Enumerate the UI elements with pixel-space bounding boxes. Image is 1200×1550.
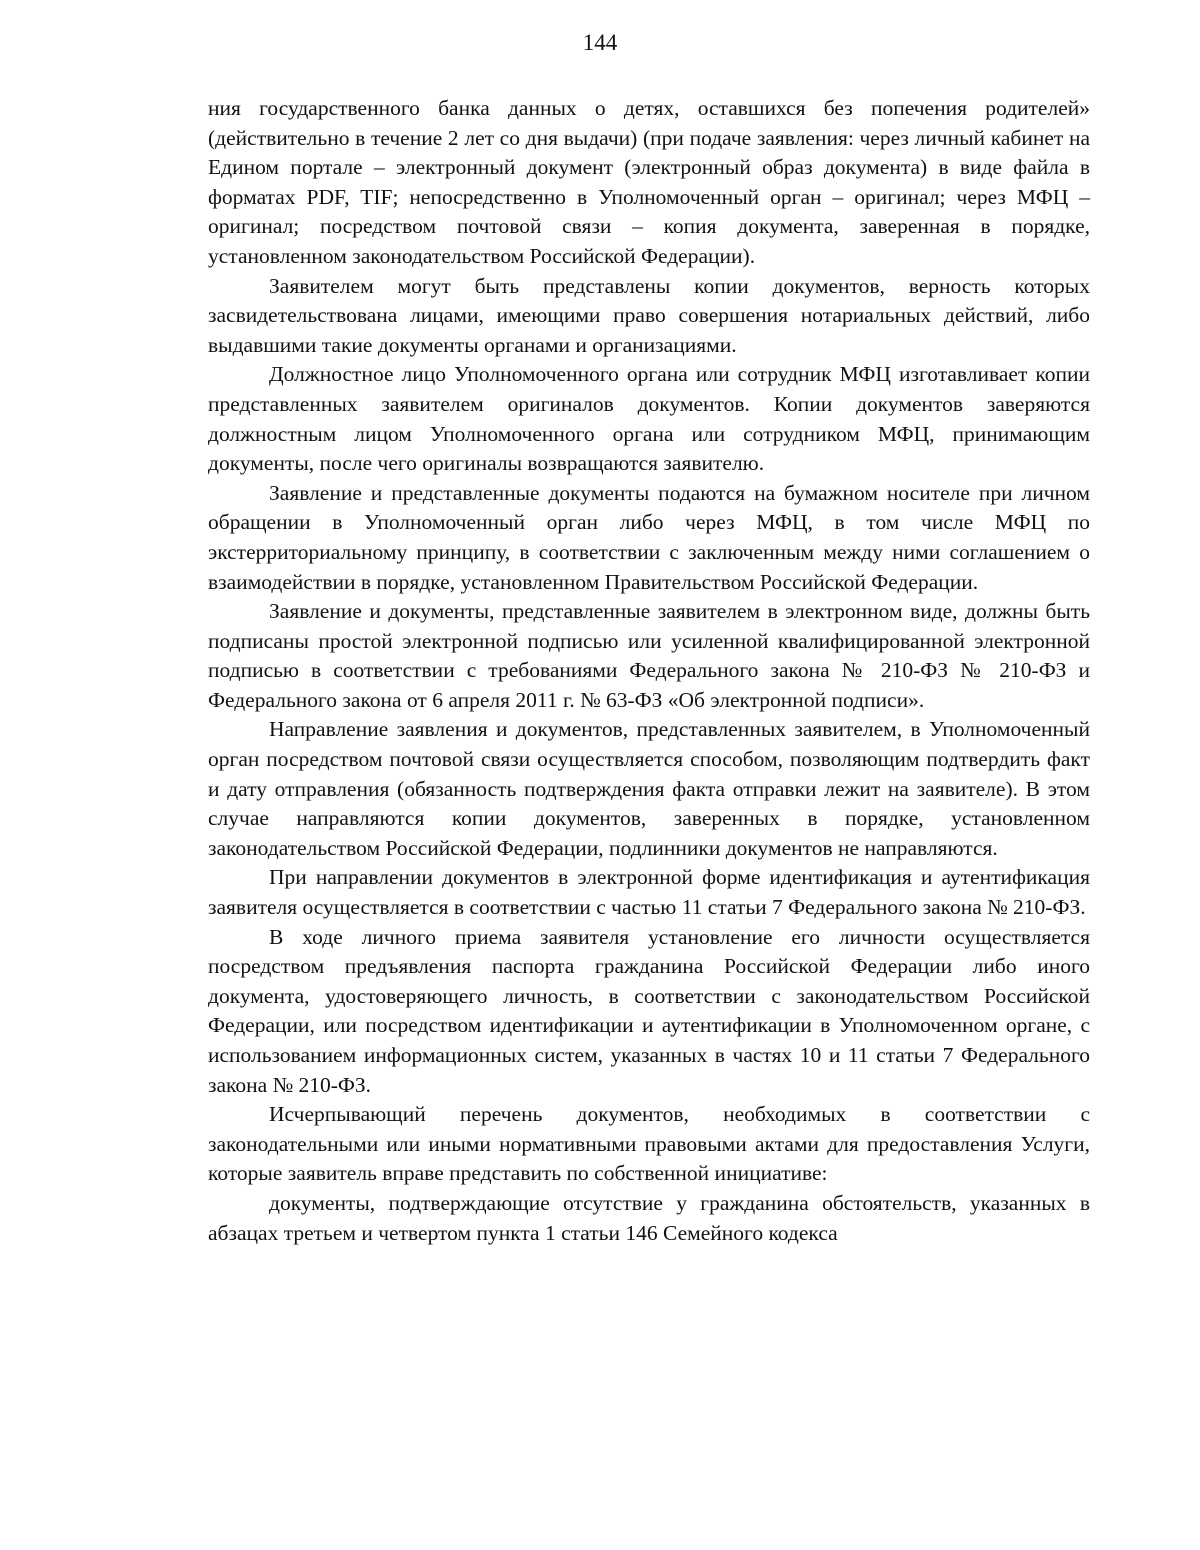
paragraph-9: Исчерпывающий перечень документов, необходимых в соответствии с законодательными или иными нормативными правовыми актами для предоставления Услуги, которые заявитель вправе представить по собственной инициативе: [208,1102,1090,1186]
paragraph-1: ния государственного банка данных о детях, оставшихся без попечения родителей» (действительно в течение 2 лет со дня выдачи) (при подаче заявления: через личный кабинет на Едином портале – электронный документ (электронный образ документа) в виде файла в форматах PDF, TIF; непосредственно в Уполномоченный орган – оригинал; через МФЦ – оригинал; посредством почтовой связи – копия документа, заверенная в порядке, установленном законодательством Российской Федерации). [208,96,1090,268]
paragraph-7: При направлении документов в электронной форме идентификация и аутентификация заявителя осуществляется в соответствии с частью 11 статьи 7 Федерального закона № 210-ФЗ. [208,865,1090,920]
paragraph-10: документы, подтверждающие отсутствие у гражданина обстоятельств, указанных в абзацах третьем и четвертом пункта 1 статьи 146 Семейного кодекса [208,1190,1090,1245]
page-number: 144 [582,30,618,55]
document-body [208,94,1090,1248]
paragraph-8: В ходе личного приема заявителя установление его личности осуществляется посредством предъявления паспорта гражданина Российской Федерации либо иного документа, удостоверяющего личность, в соответствии с законодательством Российской Федерации, или посредством идентификации и аутентификации в Уполномоченном органе, с использованием информационных систем, указанных в частях 10 и 11 статьи 7 Федерального закона № 210-ФЗ. [208,924,1090,1097]
paragraph-3: Должностное лицо Уполномоченного органа или сотрудник МФЦ изготавливает копии представленных заявителем оригиналов документов. Копии документов заверяются должностным лицом Уполномоченного органа или сотрудником МФЦ, принимающим документы, после чего оригиналы возвращаются заявителю. [208,362,1090,476]
paragraph-2: Заявителем могут быть представлены копии документов, верность которых засвидетельствована лицами, имеющими право совершения нотариальных действий, либо выдавшими такие документы органами и организациями. [208,273,1090,357]
paragraph-4: Заявление и представленные документы подаются на бумажном носителе при личном обращении в Уполномоченный орган либо через МФЦ, в том числе МФЦ по экстерриториальному принципу, в соответствии с заключенным между ними соглашением о взаимодействии в порядке, установленном Правительством Российской Федерации. [208,480,1090,594]
paragraph-6: Направление заявления и документов, представленных заявителем, в Уполномоченный орган посредством почтовой связи осуществляется способом, позволяющим подтвердить факт и дату отправления (обязанность подтверждения факта отправки лежит на заявителе). В этом случае направляются копии документов, заверенных в порядке, установленном законодательством Российской Федерации, подлинники документов не направляются. [208,717,1090,860]
paragraph-5: Заявление и документы, представленные заявителем в электронном виде, должны быть подписаны простой электронной подписью или усиленной квалифицированной электронной подписью в соответствии с требованиями Федерального закона № 210-ФЗ № 210-ФЗ и Федерального закона от 6 апреля 2011 г. № 63-ФЗ «Об электронной подписи». [208,599,1090,712]
